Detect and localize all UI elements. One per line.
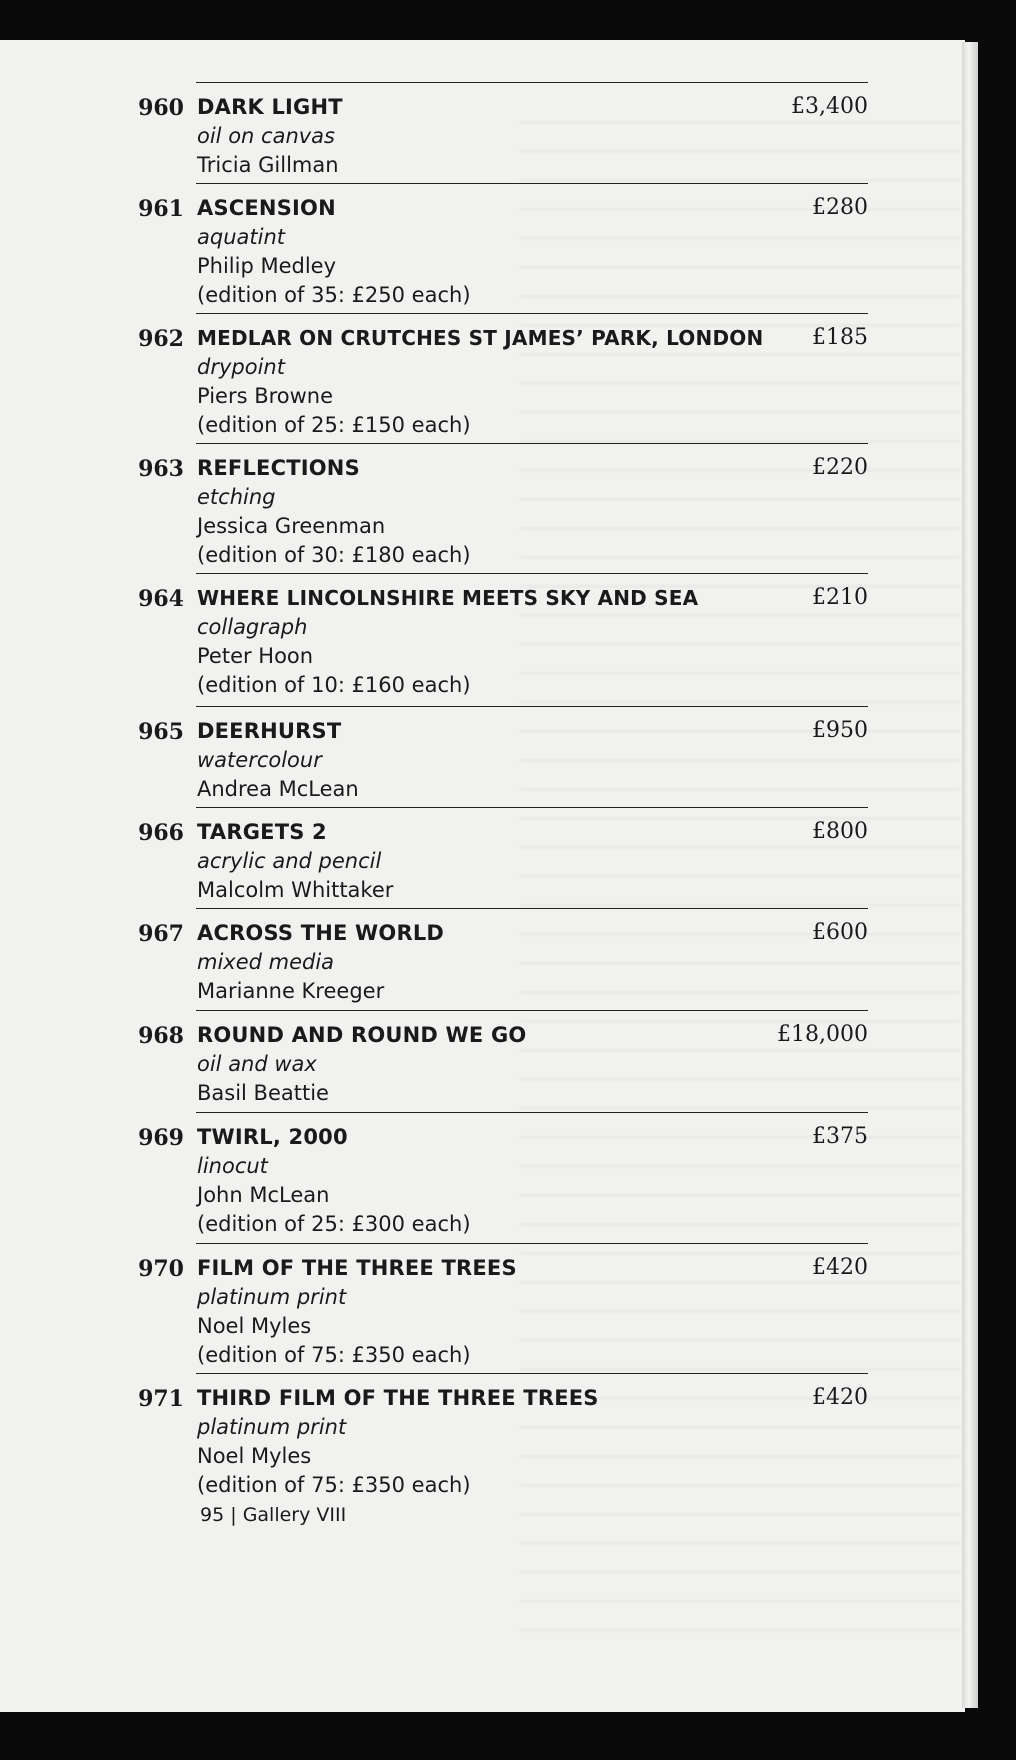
entry-edition: (edition of 25: £300 each) — [197, 1212, 471, 1236]
entry-divider — [196, 1243, 868, 1244]
entry-divider — [196, 1373, 868, 1374]
entry-divider — [196, 807, 868, 808]
entry-artist: Philip Medley — [197, 254, 337, 278]
entry-artist: Tricia Gillman — [197, 153, 339, 177]
entry-price: £185 — [812, 325, 868, 350]
entry-number: 966 — [138, 820, 184, 846]
entry-title: REFLECTIONS — [197, 456, 360, 480]
entry-number: 962 — [138, 326, 184, 352]
entry-title: DEERHURST — [197, 719, 342, 743]
entry-price: £210 — [812, 585, 868, 610]
entry-title: WHERE LINCOLNSHIRE MEETS SKY AND SEA — [197, 586, 699, 610]
entry-price: £600 — [812, 920, 868, 945]
entry-number: 963 — [138, 456, 184, 482]
entry-medium: aquatint — [197, 225, 285, 249]
entry-artist: Peter Hoon — [197, 644, 314, 668]
page-number: 95 — [200, 1504, 225, 1526]
catalogue-page — [0, 40, 965, 1712]
entry-medium: collagraph — [197, 615, 308, 639]
page-footer — [200, 1504, 346, 1526]
entry-artist: Andrea McLean — [197, 777, 359, 801]
entry-edition: (edition of 75: £350 each) — [197, 1343, 471, 1367]
entry-divider — [196, 443, 868, 444]
entry-title: MEDLAR ON CRUTCHES ST JAMES’ PARK, LONDON — [197, 326, 764, 350]
entry-divider — [196, 706, 868, 707]
entry-divider — [196, 82, 868, 83]
entry-price: £220 — [812, 455, 868, 480]
entry-artist: Jessica Greenman — [197, 514, 386, 538]
entry-artist: Noel Myles — [197, 1314, 312, 1338]
entry-number: 965 — [138, 719, 184, 745]
entry-medium: etching — [197, 485, 276, 509]
entry-price: £280 — [812, 195, 868, 220]
entry-divider — [196, 313, 868, 314]
entry-medium: oil on canvas — [197, 124, 335, 148]
entry-divider — [196, 183, 868, 184]
entry-price: £375 — [812, 1124, 868, 1149]
entry-title: FILM OF THE THREE TREES — [197, 1256, 517, 1280]
page-edge — [962, 42, 978, 1708]
entry-edition: (edition of 10: £160 each) — [197, 673, 471, 697]
footer-separator: | — [230, 1504, 237, 1526]
entry-edition: (edition of 75: £350 each) — [197, 1473, 471, 1497]
entry-title: DARK LIGHT — [197, 95, 343, 119]
entry-artist: Piers Browne — [197, 384, 334, 408]
entry-artist: Basil Beattie — [197, 1081, 329, 1105]
entry-medium: mixed media — [197, 950, 335, 974]
entry-number: 961 — [138, 196, 184, 222]
entry-price: £3,400 — [791, 94, 868, 119]
entry-medium: platinum print — [197, 1415, 347, 1439]
entry-price: £420 — [812, 1255, 868, 1280]
section-name: Gallery VIII — [242, 1504, 347, 1526]
entry-medium: watercolour — [197, 748, 322, 772]
entry-medium: platinum print — [197, 1285, 347, 1309]
entry-number: 969 — [138, 1125, 184, 1151]
entry-number: 964 — [138, 586, 184, 612]
entry-artist: John McLean — [197, 1183, 330, 1207]
entry-price: £18,000 — [777, 1022, 868, 1047]
entry-title: TWIRL, 2000 — [197, 1125, 348, 1149]
entry-divider — [196, 1112, 868, 1113]
entry-title: ROUND AND ROUND WE GO — [197, 1023, 527, 1047]
entry-title: THIRD FILM OF THE THREE TREES — [197, 1386, 599, 1410]
entry-price: £950 — [812, 718, 868, 743]
entry-title: TARGETS 2 — [197, 820, 327, 844]
entry-edition: (edition of 35: £250 each) — [197, 283, 471, 307]
entry-artist: Marianne Kreeger — [197, 979, 385, 1003]
entry-divider — [196, 573, 868, 574]
entry-medium: linocut — [197, 1154, 268, 1178]
entry-number: 971 — [138, 1386, 184, 1412]
entry-number: 960 — [138, 95, 184, 121]
entry-medium: oil and wax — [197, 1052, 317, 1076]
entry-artist: Malcolm Whittaker — [197, 878, 394, 902]
entry-divider — [196, 908, 868, 909]
entry-number: 968 — [138, 1023, 184, 1049]
entry-divider — [196, 1010, 868, 1011]
entry-artist: Noel Myles — [197, 1444, 312, 1468]
entry-number: 967 — [138, 921, 184, 947]
entry-price: £420 — [812, 1385, 868, 1410]
entry-medium: acrylic and pencil — [197, 849, 382, 873]
entry-number: 970 — [138, 1256, 184, 1282]
entry-price: £800 — [812, 819, 868, 844]
entry-edition: (edition of 30: £180 each) — [197, 543, 471, 567]
entry-edition: (edition of 25: £150 each) — [197, 413, 471, 437]
entry-medium: drypoint — [197, 355, 285, 379]
entry-title: ASCENSION — [197, 196, 336, 220]
entry-title: ACROSS THE WORLD — [197, 921, 445, 945]
